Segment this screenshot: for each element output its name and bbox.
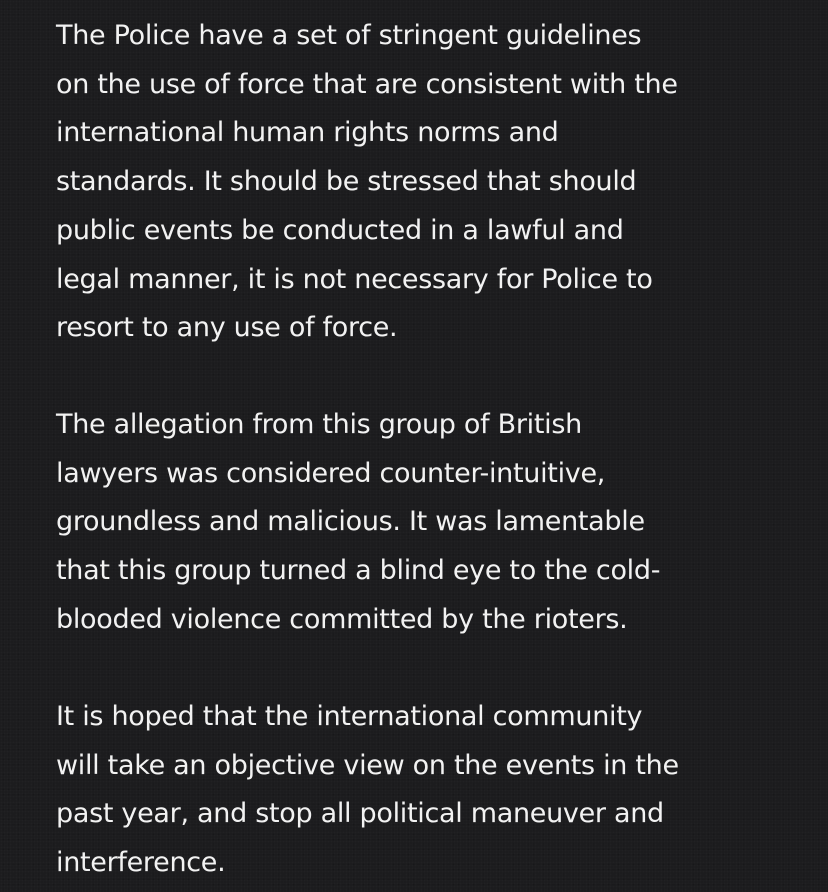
text-line: groundless and malicious. It was lamentable [56,506,645,538]
text-line: on the use of force that are consistent with the [56,68,678,100]
text-line: It is hoped that the international community [56,701,643,732]
text-line: resort to any use of force. [56,312,398,344]
text-line: standards. It should be stressed that should [56,166,637,198]
text-line: that this group turned a blind eye to the cold- [56,555,661,587]
paragraph-use-of-force-guidelines [56,12,816,353]
text-line: The allegation from this group of British [56,409,582,440]
text-line: lawyers was considered counter-intuitive, [56,457,606,489]
text-line: will take an objective view on the events in the [56,749,679,781]
text-line: public events be conducted in a lawful and [56,214,624,246]
text-line: blooded violence committed by the rioters. [56,603,628,635]
paragraph-international-community [56,693,816,888]
text-line: The Police have a set of stringent guidelines [56,20,642,51]
text-line: interference. [56,847,226,879]
paragraph-allegation-response [56,401,816,645]
text-line: past year, and stop all political maneuver and [56,798,664,830]
text-line: international human rights norms and [56,117,559,149]
text-line: legal manner, it is not necessary for Police to [56,263,653,295]
